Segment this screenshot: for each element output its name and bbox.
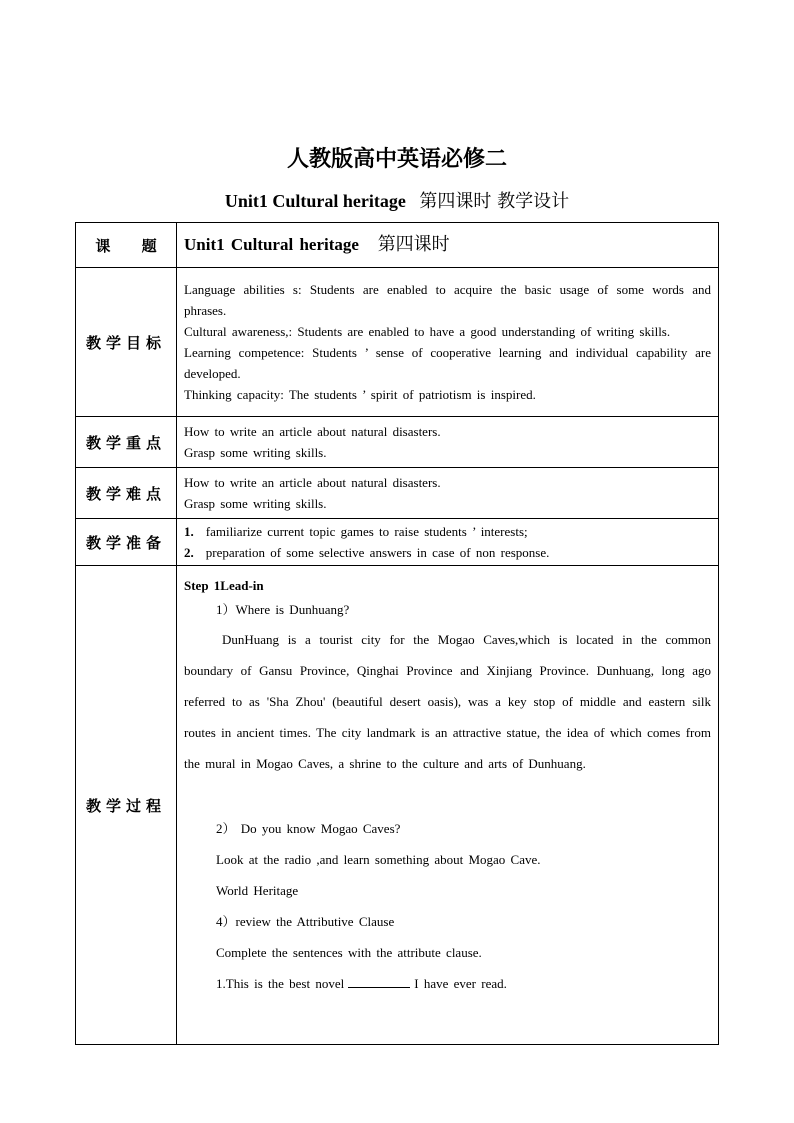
difficulties-row xyxy=(76,468,719,519)
difficulty-line: How to write an article about natural disasters. xyxy=(184,475,441,490)
preparation-label: 教学准备 xyxy=(76,519,177,566)
key-point-line: How to write an article about natural disasters. xyxy=(184,424,441,439)
key-point-line: Grasp some writing skills. xyxy=(184,445,327,460)
topic-row xyxy=(76,223,719,268)
topic-value xyxy=(177,223,719,268)
spacer xyxy=(184,779,711,813)
preparation-item xyxy=(184,542,711,563)
subtitle-english: Unit1 Cultural heritage xyxy=(224,191,406,211)
topic-value-chinese: 第四课时 xyxy=(377,234,450,255)
objective-line: Thinking capacity: The students ’ spirit of patriotism is inspired. xyxy=(184,387,536,402)
lesson-plan-table xyxy=(75,222,719,1045)
document-subtitle xyxy=(0,188,794,215)
process-row xyxy=(76,566,719,1045)
process-label: 教学过程 xyxy=(76,566,177,1045)
preparation-item-number: 1. xyxy=(184,524,194,539)
preparation-content xyxy=(177,519,719,566)
objectives-content xyxy=(177,268,719,417)
subtitle-chinese: 第四课时 教学设计 xyxy=(419,191,570,212)
key-points-content xyxy=(177,417,719,468)
answer-blank xyxy=(348,974,410,988)
preparation-item xyxy=(184,521,711,542)
key-points-label: 教学重点 xyxy=(76,417,177,468)
objective-line: Language abilities s: Students are enabled to acquire the basic usage of some words and phrases. xyxy=(184,282,711,318)
sentence-1 xyxy=(184,968,711,999)
preparation-item-text: preparation of some selective answers in case of non response. xyxy=(205,545,550,560)
document-title: 人教版高中英语必修二 xyxy=(286,146,507,172)
question-2: 2） Do you know Mogao Caves? xyxy=(216,821,401,836)
radio-instruction: Look at the radio ,and learn something about Mogao Cave. xyxy=(216,852,541,867)
difficulty-line: Grasp some writing skills. xyxy=(184,496,327,511)
question-1: 1）Where is Dunhuang? xyxy=(216,602,350,617)
question-4: 4）review the Attributive Clause xyxy=(216,914,395,929)
step-heading: Step 1Lead-in xyxy=(184,578,264,593)
dunhuang-paragraph: DunHuang is a tourist city for the Mogao Caves,which is located in the common boundary of Gansu Province, Qinghai Province and Xinjiang Province. Dunhuang, long ago referred to as 'Sha Zhou' (beautiful desert oasis), was a key stop of middle and eastern silk routes in ancient times. The city landmark is an attractive statue, the idea of which comes from the mural in Mogao Caves, a shrine to the culture and arts of Dunhuang. xyxy=(184,632,711,771)
process-content xyxy=(177,566,719,1045)
key-points-row xyxy=(76,417,719,468)
objective-line: Learning competence: Students ’ sense of cooperative learning and individual capability are developed. xyxy=(184,345,711,381)
preparation-row xyxy=(76,519,719,566)
difficulties-label: 教学难点 xyxy=(76,468,177,519)
topic-value-english: Unit1 Cultural heritage xyxy=(184,235,359,254)
preparation-item-text: familiarize current topic games to raise students ’ interests; xyxy=(205,524,528,539)
topic-label: 课 题 xyxy=(76,223,177,268)
preparation-item-number: 2. xyxy=(184,545,194,560)
objectives-row xyxy=(76,268,719,417)
complete-instruction: Complete the sentences with the attribute clause. xyxy=(216,945,482,960)
difficulties-content xyxy=(177,468,719,519)
objectives-label: 教学目标 xyxy=(76,268,177,417)
world-heritage-line: World Heritage xyxy=(216,883,299,898)
objective-line: Cultural awareness,: Students are enabled to have a good understanding of writing skills. xyxy=(184,324,671,339)
sentence-1-end: I have ever read. xyxy=(414,976,507,991)
sentence-1-start: 1.This is the best novel xyxy=(216,976,345,991)
